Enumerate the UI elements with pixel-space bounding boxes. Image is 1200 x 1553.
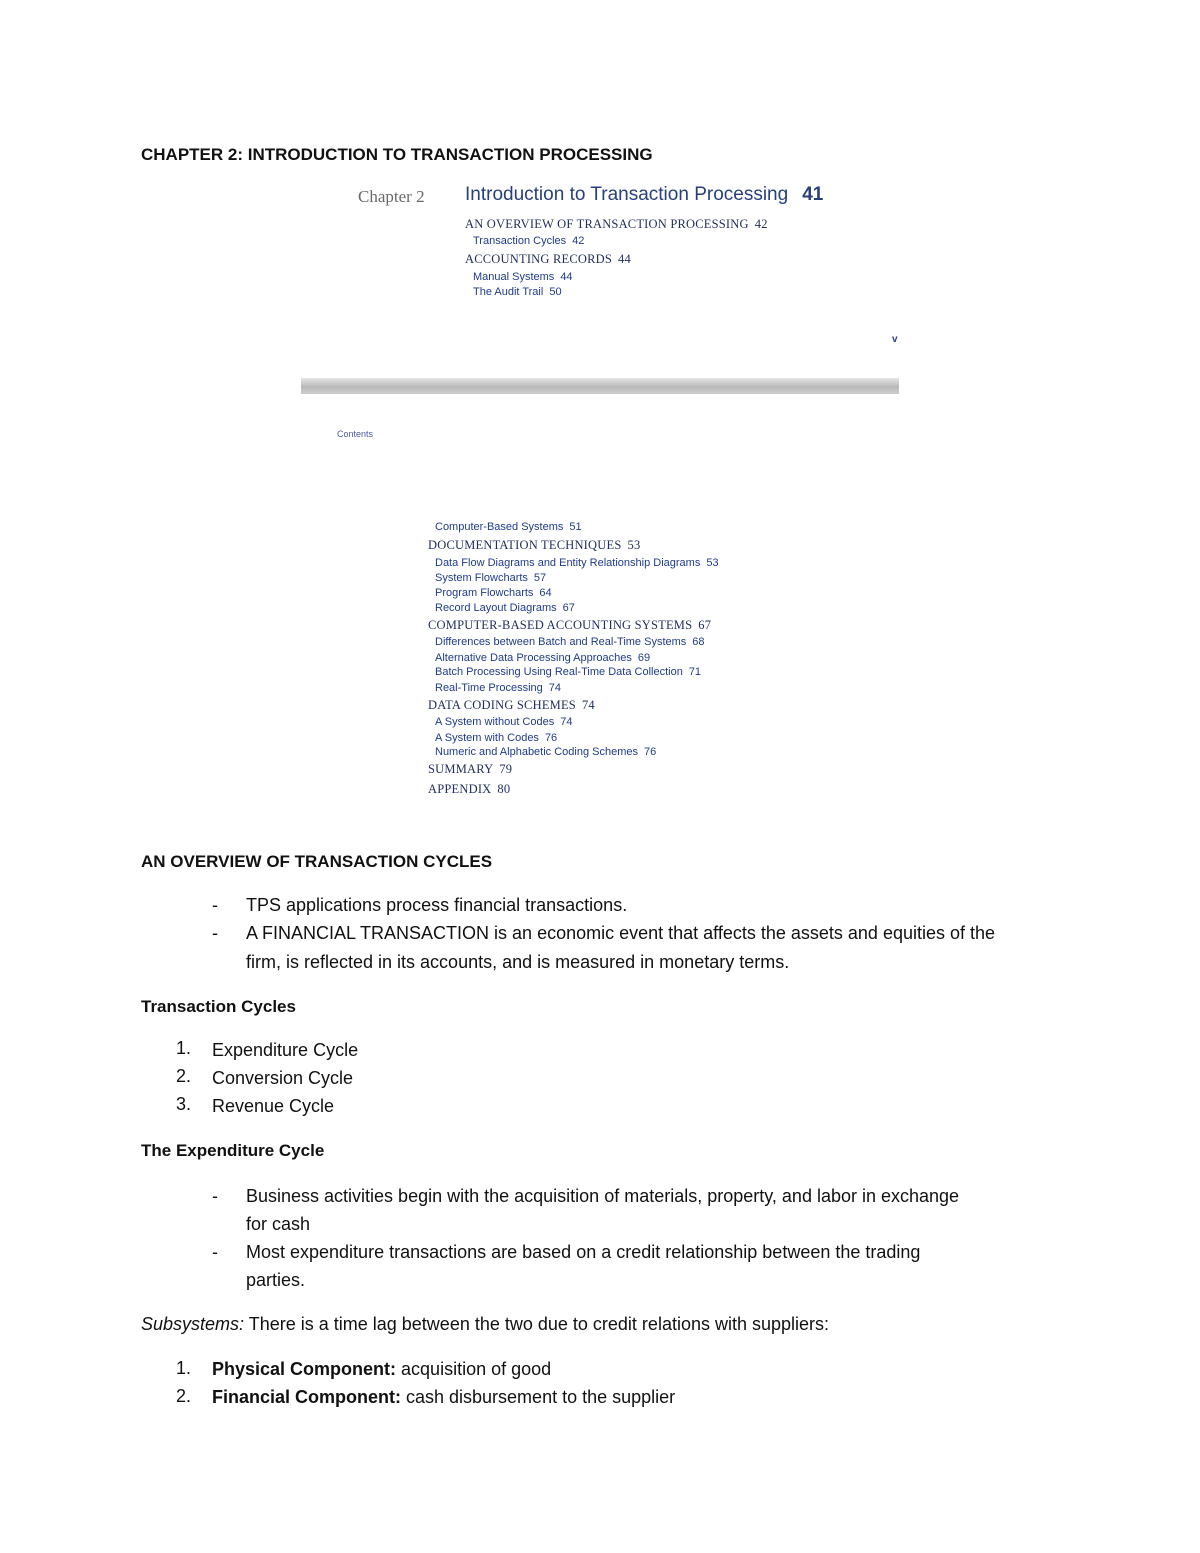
toc-entry-text: Differences between Batch and Real-Time Systems xyxy=(435,636,687,648)
toc-subsection-entry xyxy=(473,286,562,298)
subsystems-label: Subsystems: xyxy=(141,1314,245,1334)
contents-label: Contents xyxy=(337,429,374,439)
toc-subsection-entry xyxy=(435,557,719,569)
subsystems-text: There is a time lag between the two due to credit relations with suppliers: xyxy=(244,1314,830,1334)
toc-entry-page: 67 xyxy=(698,618,712,632)
overview-heading: AN OVERVIEW OF TRANSACTION CYCLES xyxy=(141,852,493,871)
toc-entry-text: System Flowcharts xyxy=(435,572,528,584)
toc-entry-text: Record Layout Diagrams xyxy=(435,602,557,614)
toc-entry-page: 74 xyxy=(560,716,573,728)
bullet-dash: - xyxy=(212,1186,218,1206)
toc-entry-text: Data Flow Diagrams and Entity Relationship Diagrams xyxy=(435,557,701,569)
overview-bullet-1: TPS applications process financial transactions. xyxy=(246,895,628,915)
toc-entry-page: 69 xyxy=(637,652,651,664)
toc-entry-text: AN OVERVIEW OF TRANSACTION PROCESSING xyxy=(465,217,749,231)
toc-entry-text: Batch Processing Using Real-Time Data Collection xyxy=(435,666,683,678)
toc-entry-page: 68 xyxy=(692,636,705,648)
expenditure-bullet-2-line-2: parties. xyxy=(246,1270,306,1290)
toc-entry-text: SUMMARY xyxy=(428,762,494,776)
toc-subsection-entry xyxy=(435,587,552,599)
chapter-heading: CHAPTER 2: INTRODUCTION TO TRANSACTION PROCESSING xyxy=(141,145,653,164)
toc-entry-text: APPENDIX xyxy=(428,782,492,796)
toc-entry-text: DOCUMENTATION TECHNIQUES xyxy=(428,538,622,552)
toc-entry-page: 76 xyxy=(544,732,558,744)
toc-entry-text: Program Flowcharts xyxy=(435,587,534,599)
toc-entry-text: Manual Systems xyxy=(473,271,555,283)
toc-entry-page: 44 xyxy=(618,252,631,266)
toc-entry-page: 57 xyxy=(533,572,547,584)
expenditure-bullet-1-line-1: Business activities begin with the acquisition of materials, property, and labor in exchange xyxy=(246,1186,960,1206)
subsystems-paragraph xyxy=(141,1310,829,1338)
list-number: 1. xyxy=(176,1038,192,1058)
toc-entry-page: 80 xyxy=(497,782,511,796)
list-number: 3. xyxy=(176,1094,192,1114)
cycle-item: Conversion Cycle xyxy=(212,1068,354,1088)
overview-bullet-2-line-2: firm, is reflected in its accounts, and is measured in monetary terms. xyxy=(246,952,790,972)
toc-subsection-entry xyxy=(435,602,575,614)
toc-entry-text: Transaction Cycles xyxy=(473,235,567,247)
toc-entry-page: 51 xyxy=(569,521,582,533)
toc-section-entry xyxy=(465,217,768,232)
toc-entry-page: 64 xyxy=(539,587,552,599)
toc-subsection-entry xyxy=(435,572,546,584)
toc-entry-text: DATA CODING SCHEMES xyxy=(428,698,576,712)
toc-entry-text: Real-Time Processing xyxy=(435,682,543,694)
toc-chapter-page: 41 xyxy=(802,184,824,205)
bullet-dash: - xyxy=(212,895,218,915)
toc-entry-text: The Audit Trail xyxy=(473,286,544,298)
toc-entry-text: A System with Codes xyxy=(435,732,539,744)
bullet-dash: - xyxy=(212,923,218,943)
expenditure-cycle-heading: The Expenditure Cycle xyxy=(141,1141,325,1160)
toc-subsection-entry xyxy=(435,716,572,728)
toc-section-entry xyxy=(428,618,711,633)
toc-subsection-entry xyxy=(435,732,557,744)
toc-subsection-entry xyxy=(435,521,582,533)
cycle-item: Expenditure Cycle xyxy=(212,1040,359,1060)
toc-entry-text: Numeric and Alphabetic Coding Schemes xyxy=(435,746,639,758)
toc-entry-page: 53 xyxy=(706,557,719,569)
subsystem-item-2: Financial Component: cash disbursement to the supplier xyxy=(212,1387,676,1407)
toc-entry-page: 50 xyxy=(549,286,562,298)
toc-entry-page: 42 xyxy=(754,217,768,231)
toc-entry-page: 74 xyxy=(548,682,562,694)
transaction-cycles-heading: Transaction Cycles xyxy=(141,997,296,1016)
toc-entry-page: 44 xyxy=(560,271,573,283)
overview-bullet-2-line-1: A FINANCIAL TRANSACTION is an economic event that affects the assets and equities of the xyxy=(246,923,996,943)
toc-entry-page: 53 xyxy=(627,538,641,552)
toc-chapter-label: Chapter 2 xyxy=(358,187,425,206)
toc-entry-text: ACCOUNTING RECORDS xyxy=(465,252,613,266)
toc-entry-page: 71 xyxy=(688,666,702,678)
toc-section-entry xyxy=(428,762,512,777)
toc-subsection-entry xyxy=(435,682,561,694)
toc-entry-text: Computer-Based Systems xyxy=(435,521,564,533)
page-marker: v xyxy=(892,334,898,345)
list-number: 2. xyxy=(176,1066,192,1086)
toc-entry-page: 74 xyxy=(581,698,595,712)
toc-subsection-entry xyxy=(473,235,584,247)
toc-chapter-title: Introduction to Transaction Processing 41 xyxy=(465,184,824,205)
bullet-dash: - xyxy=(212,1242,218,1262)
toc-section-entry xyxy=(428,698,595,713)
toc-subsection-entry xyxy=(473,271,573,283)
toc-section-entry xyxy=(428,538,640,553)
page-divider-bar xyxy=(301,378,899,394)
cycle-item: Revenue Cycle xyxy=(212,1096,335,1116)
list-number: 2. xyxy=(176,1386,192,1406)
toc-entry-text: Alternative Data Processing Approaches xyxy=(435,652,632,664)
toc-entry-page: 79 xyxy=(499,762,513,776)
toc-entry-text: COMPUTER-BASED ACCOUNTING SYSTEMS xyxy=(428,618,693,632)
toc-section-entry xyxy=(465,252,631,267)
toc-entry-page: 67 xyxy=(562,602,575,614)
toc-subsection-entry xyxy=(435,746,656,758)
toc-section-entry xyxy=(428,782,510,797)
toc-subsection-entry xyxy=(435,666,701,678)
toc-subsection-entry xyxy=(435,652,650,664)
toc-entry-text: A System without Codes xyxy=(435,716,555,728)
toc-subsection-entry xyxy=(435,636,705,648)
expenditure-bullet-1-line-2: for cash xyxy=(246,1214,311,1234)
expenditure-bullet-2-line-1: Most expenditure transactions are based on a credit relationship between the trading xyxy=(246,1242,921,1262)
toc-entry-page: 42 xyxy=(572,235,585,247)
list-number: 1. xyxy=(176,1358,192,1378)
toc-entry-page: 76 xyxy=(644,746,657,758)
subsystem-item-1: Physical Component: acquisition of good xyxy=(212,1359,552,1379)
